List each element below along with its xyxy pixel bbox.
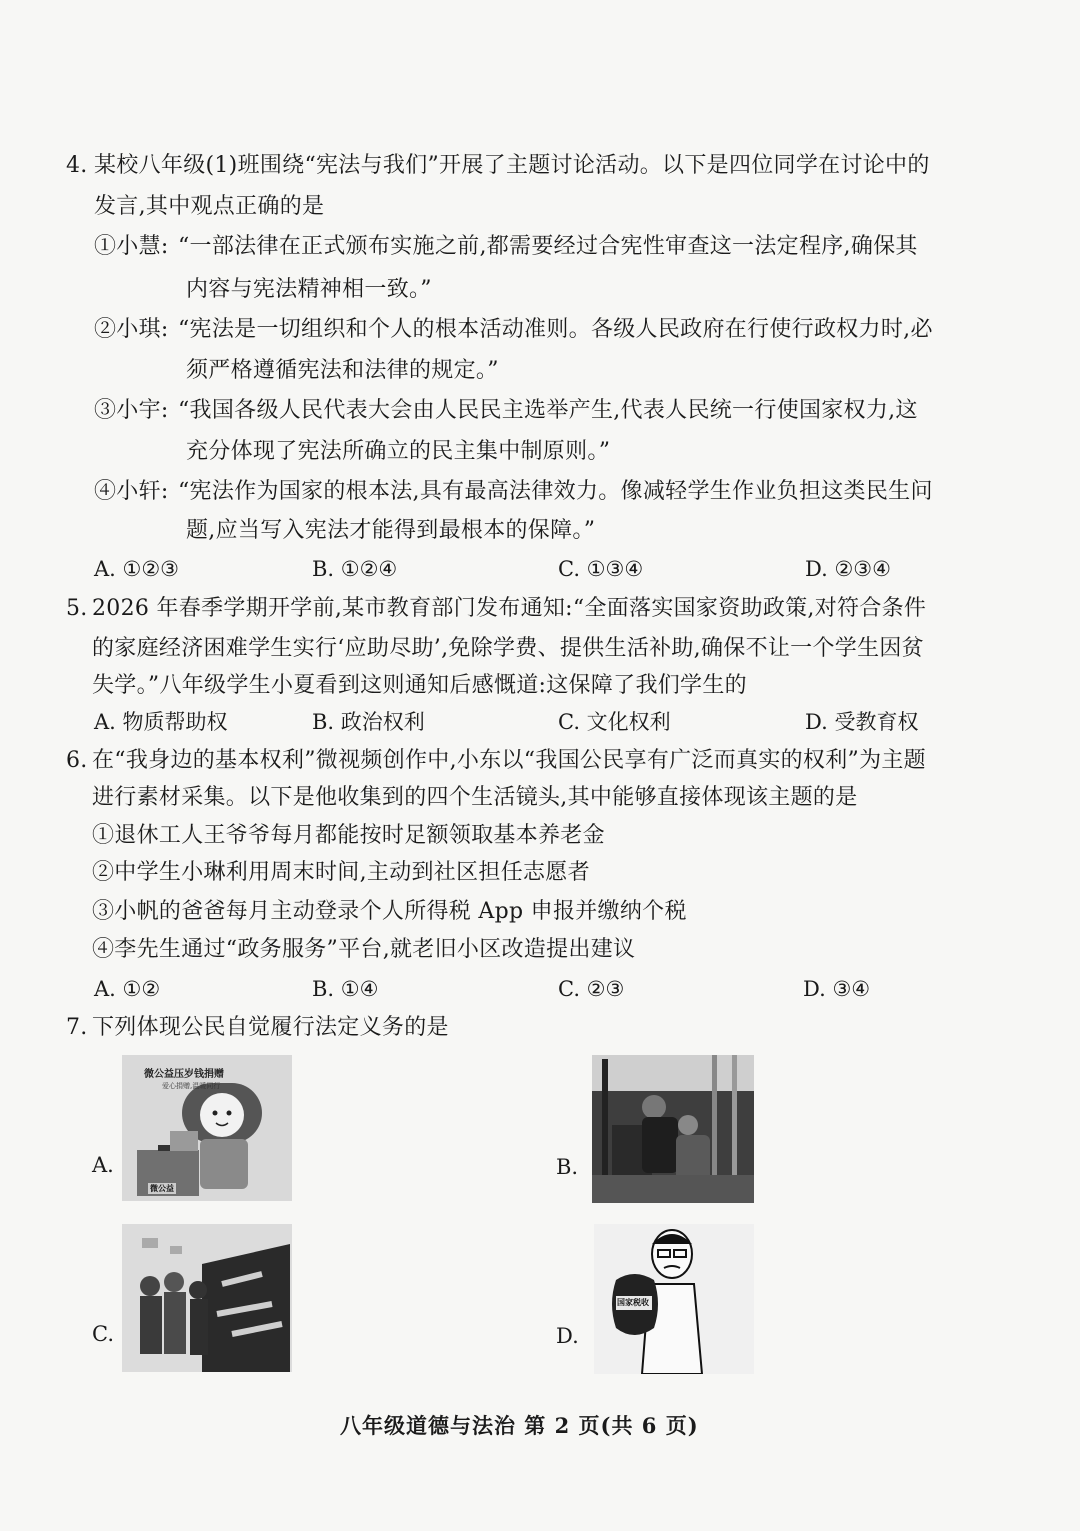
- donation-box-label: 微公益: [150, 1184, 174, 1193]
- q5-stem-line3: 失学。”八年级学生小夏看到这则通知后感慨道:这保障了我们学生的: [92, 673, 747, 698]
- q5-option-a[interactable]: A. 物质帮助权: [94, 710, 228, 734]
- q7-option-a-label[interactable]: A.: [92, 1153, 114, 1177]
- page-footer: 八年级道德与法治 第 2 页(共 6 页): [340, 1413, 699, 1438]
- q4-stem-line2: 发言,其中观点正确的是: [94, 194, 325, 219]
- q4-speaker4-line2: 题,应当写入宪法才能得到最根本的保障。”: [186, 518, 596, 543]
- q7-option-d-label[interactable]: D.: [556, 1324, 579, 1348]
- q4-speaker3-line2: 充分体现了宪法所确立的民主集中制原则。”: [186, 439, 611, 464]
- veterans-memorial-illustration: [122, 1224, 292, 1372]
- q5-stem-line1: 2026 年春季学期开学前,某市教育部门发布通知:“全面落实国家资助政策,对符合条件: [92, 596, 927, 621]
- q5-option-d[interactable]: D. 受教育权: [805, 710, 919, 734]
- q4-speaker1-line2: 内容与宪法精神相一致。”: [186, 277, 432, 302]
- q4-option-b[interactable]: B. ①②④: [312, 557, 398, 581]
- q4-number: 4.: [66, 153, 88, 178]
- q6-item-2: ②中学生小琳利用周末时间,主动到社区担任志愿者: [92, 860, 590, 885]
- q4-speaker2-line1: “宪法是一切组织和个人的根本活动准则。各级人民政府在行使行政权力时,必: [178, 317, 933, 342]
- q7-number: 7.: [66, 1015, 88, 1040]
- q7-option-c-image[interactable]: [122, 1224, 292, 1372]
- donation-poster-subtitle: 爱心捐赠,温暖同行: [162, 1082, 221, 1090]
- q4-option-a[interactable]: A. ①②③: [94, 557, 179, 581]
- q6-stem-line2: 进行素材采集。以下是他收集到的四个生活镜头,其中能够直接体现该主题的是: [92, 785, 858, 810]
- bus-seat-photo: [592, 1055, 754, 1203]
- q6-item-3: ③小帆的爸爸每月主动登录个人所得税 App 申报并缴纳个税: [92, 899, 687, 924]
- q4-speaker3-line1: “我国各级人民代表大会由人民民主选举产生,代表人民统一行使国家权力,这: [178, 398, 918, 423]
- q7-option-b-label[interactable]: B.: [556, 1155, 579, 1179]
- donation-poster-title: 微公益压岁钱捐赠: [144, 1069, 224, 1080]
- q5-stem-line2: 的家庭经济困难学生实行‘应助尽助’,免除学费、提供生活补助,确保不让一个学生因贫: [92, 636, 924, 661]
- q4-speaker1-label: ①小慧:: [94, 234, 169, 259]
- q4-option-d[interactable]: D. ②③④: [805, 557, 891, 581]
- q7-stem: 下列体现公民自觉履行法定义务的是: [92, 1015, 449, 1040]
- q6-option-c[interactable]: C. ②③: [558, 977, 625, 1001]
- q4-speaker2-line2: 须严格遵循宪法和法律的规定。”: [186, 358, 499, 383]
- q6-item-1: ①退休工人王爷爷每月都能按时足额领取基本养老金: [92, 823, 605, 848]
- q6-option-d[interactable]: D. ③④: [803, 977, 871, 1001]
- q4-option-c[interactable]: C. ①③④: [558, 557, 644, 581]
- q5-option-b[interactable]: B. 政治权利: [312, 710, 425, 734]
- q4-speaker3-label: ③小宇:: [94, 398, 169, 423]
- q4-stem-line1: 某校八年级(1)班围绕“宪法与我们”开展了主题讨论活动。以下是四位同学在讨论中的: [94, 153, 930, 178]
- q4-speaker2-label: ②小琪:: [94, 317, 169, 342]
- q4-speaker4-label: ④小轩:: [94, 479, 169, 504]
- q6-number: 6.: [66, 748, 88, 773]
- q4-speaker4-line1: “宪法作为国家的根本法,具有最高法律效力。像减轻学生作业负担这类民生问: [178, 479, 933, 504]
- q5-number: 5.: [66, 596, 88, 621]
- tax-bag-label: 国家税收: [617, 1298, 649, 1307]
- q7-option-a-image[interactable]: [122, 1055, 292, 1201]
- q4-speaker1-line1: “一部法律在正式颁布实施之前,都需要经过合宪性审查这一法定程序,确保其: [178, 234, 918, 259]
- q6-option-b[interactable]: B. ①④: [312, 977, 379, 1001]
- q5-option-c[interactable]: C. 文化权利: [558, 710, 671, 734]
- q6-stem-line1: 在“我身边的基本权利”微视频创作中,小东以“我国公民享有广泛而真实的权利”为主题: [92, 748, 926, 773]
- q7-option-c-label[interactable]: C.: [92, 1322, 114, 1346]
- q6-item-4: ④李先生通过“政务服务”平台,就老旧小区改造提出建议: [92, 937, 636, 962]
- q6-option-a[interactable]: A. ①②: [94, 977, 161, 1001]
- q7-option-d-image[interactable]: [594, 1224, 754, 1374]
- q7-option-b-image[interactable]: [592, 1055, 754, 1203]
